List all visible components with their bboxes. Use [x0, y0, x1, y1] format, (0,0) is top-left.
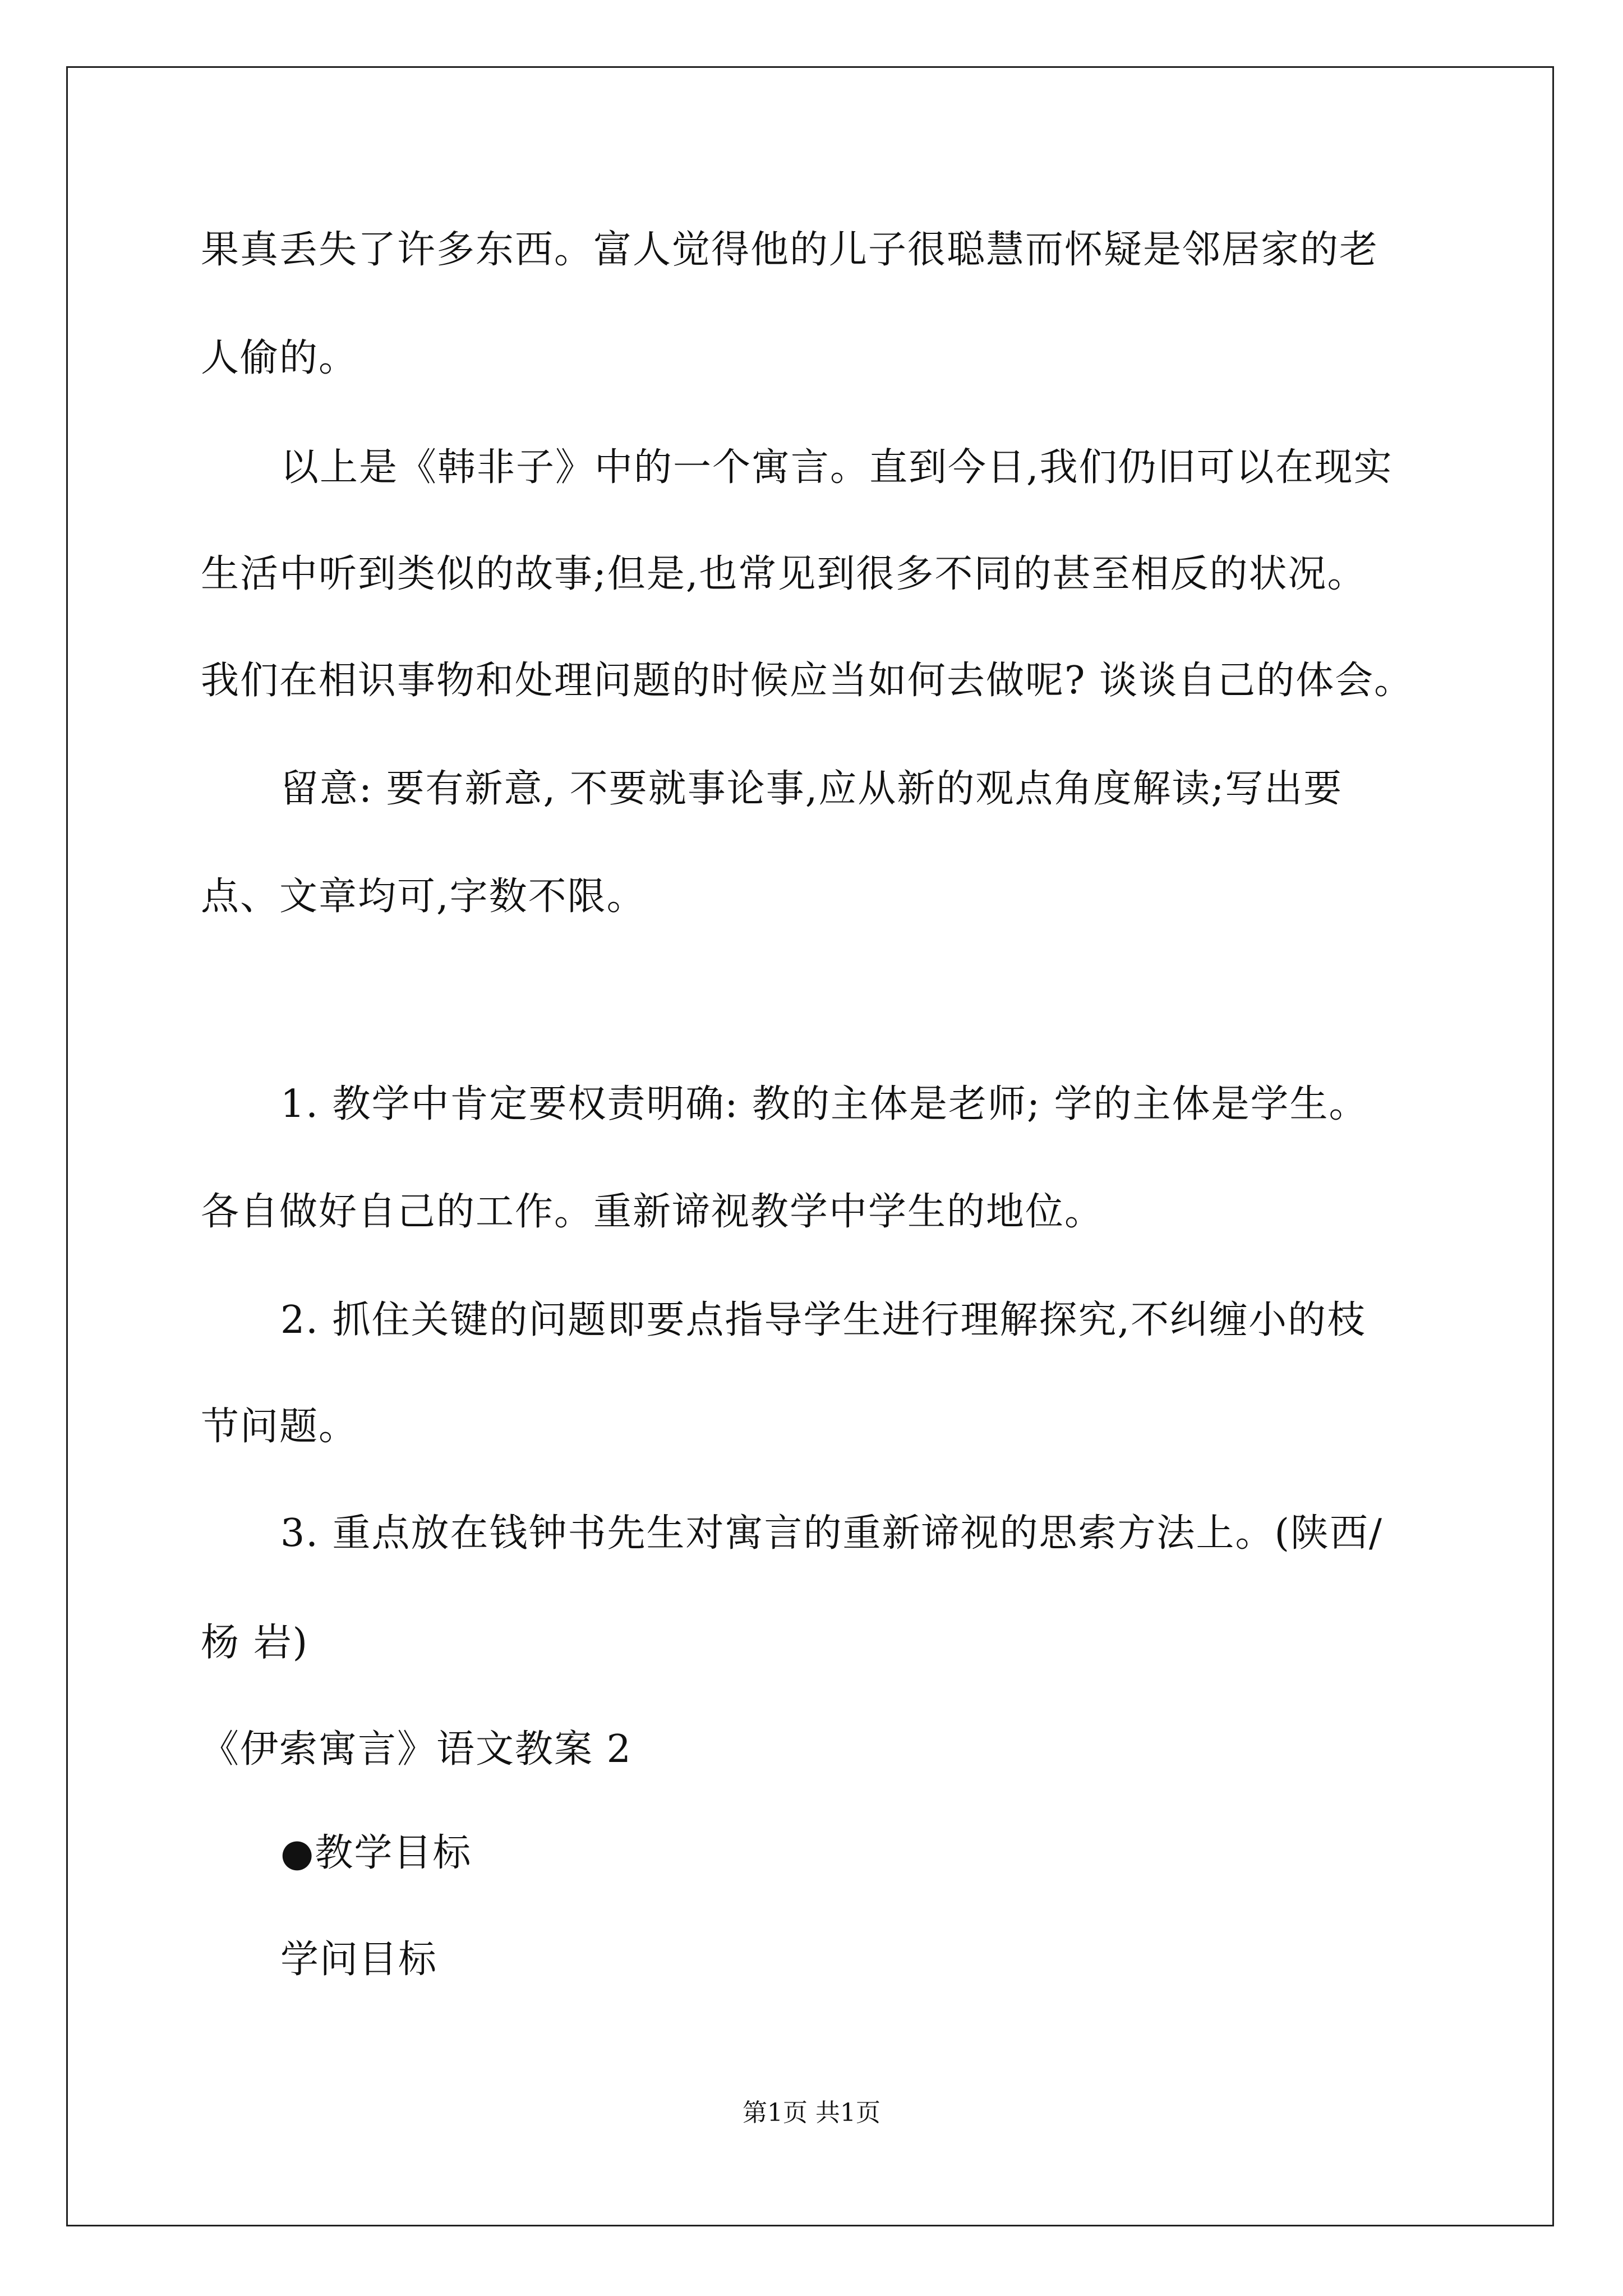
page-border	[66, 66, 1554, 2226]
paragraph-line: 人偷的。	[201, 336, 358, 380]
paragraph-line: 点、文章均可,字数不限。	[201, 875, 646, 919]
list-item-line: 1. 教学中肯定要权责明确: 教的主体是老师; 学的主体是学生。	[280, 1082, 1368, 1126]
list-item-line: 节问题。	[201, 1405, 358, 1449]
list-item-line: 杨 岩)	[201, 1621, 309, 1665]
list-item-line: 3. 重点放在钱钟书先生对寓言的重新谛视的思索方法上。(陕西/	[280, 1511, 1383, 1556]
subheading: 学问目标	[280, 1938, 438, 1982]
paragraph-line: 以上是《韩非子》中的一个寓言。直到今日,我们仍旧可以在现实	[280, 445, 1393, 490]
page-footer: 第1页 共1页	[743, 2099, 880, 2127]
paragraph-line: 果真丢失了许多东西。富人觉得他的儿子很聪慧而怀疑是邻居家的老	[201, 228, 1379, 272]
paragraph-line: 生活中听到类似的故事;但是,也常见到很多不同的甚至相反的状况。	[201, 552, 1367, 596]
paragraph-line: 留意: 要有新意, 不要就事论事,应从新的观点角度解读;写出要	[280, 767, 1343, 811]
section-heading: 《伊索寓言》语文教案 2	[201, 1727, 632, 1772]
list-item-line: 各自做好自己的工作。重新谛视教学中学生的地位。	[201, 1190, 1104, 1234]
paragraph-line: 我们在相识事物和处理问题的时候应当如何去做呢? 谈谈自己的体会。	[201, 659, 1414, 703]
list-item-line: 2. 抓住关键的问题即要点指导学生进行理解探究,不纠缠小的枝	[280, 1298, 1367, 1342]
subheading: ●教学目标	[280, 1831, 472, 1875]
